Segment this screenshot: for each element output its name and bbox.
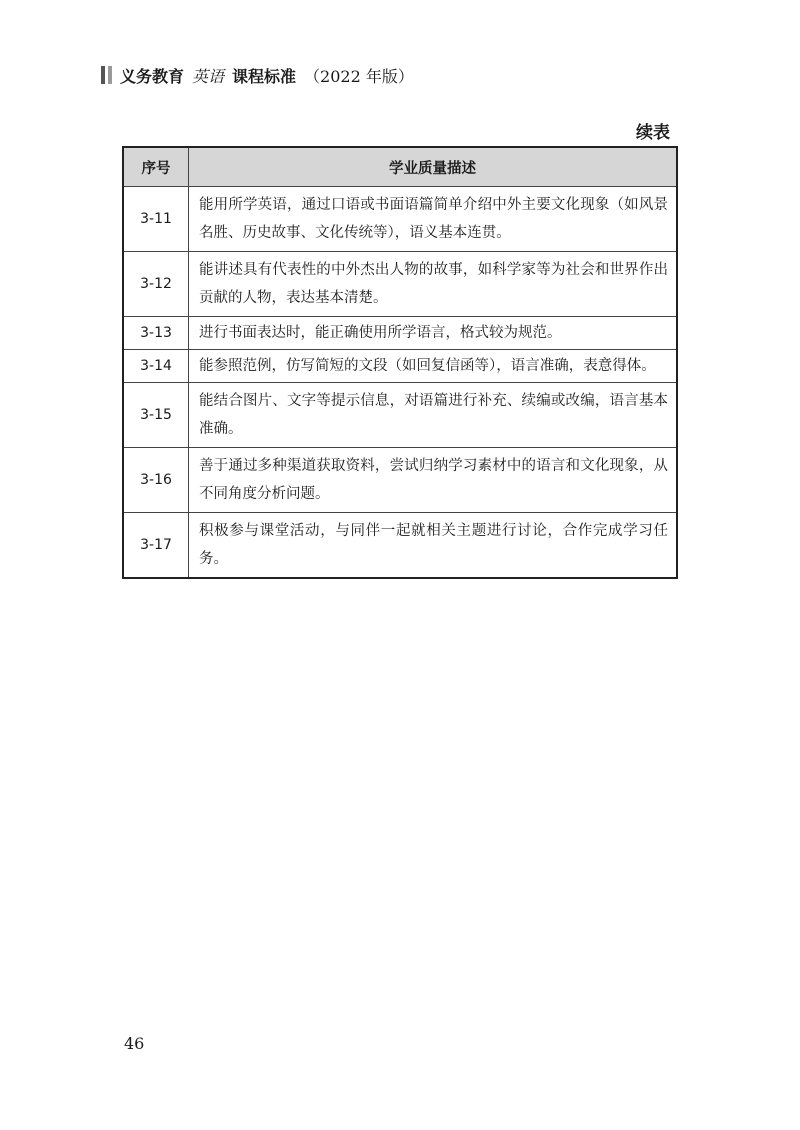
running-head-edition: （2022 年版） [304, 66, 414, 86]
row-description: 能讲述具有代表性的中外杰出人物的故事，如科学家等为社会和世界作出贡献的人物，表达基本清楚。 [189, 252, 678, 317]
page-number: 46 [124, 1034, 145, 1053]
table-row [123, 317, 677, 350]
header-number: 序号 [123, 147, 189, 187]
table-row [123, 383, 677, 448]
row-number: 3-15 [123, 383, 189, 448]
row-description: 积极参与课堂活动，与同伴一起就相关主题进行讨论，合作完成学习任务。 [189, 513, 678, 579]
continued-label: 续表 [636, 123, 670, 143]
header-description: 学业质量描述 [189, 147, 678, 187]
row-description: 能参照范例，仿写简短的文段（如回复信函等），语言准确，表意得体。 [189, 350, 678, 383]
row-number: 3-11 [123, 187, 189, 252]
row-description: 善于通过多种渠道获取资料，尝试归纳学习素材中的语言和文化现象，从不同角度分析问题。 [189, 448, 678, 513]
quality-table [122, 146, 678, 579]
row-number: 3-16 [123, 448, 189, 513]
row-number: 3-17 [123, 513, 189, 579]
table-row [123, 350, 677, 383]
header-marker-icon [101, 66, 112, 84]
row-description: 进行书面表达时，能正确使用所学语言，格式较为规范。 [189, 317, 678, 350]
row-description: 能用所学英语，通过口语或书面语篇简单介绍中外主要文化现象（如风景名胜、历史故事、文化传统等），语义基本连贯。 [189, 187, 678, 252]
running-head-subject: 英语 [192, 66, 225, 86]
running-head-standard: 课程标准 [232, 66, 297, 86]
row-description: 能结合图片、文字等提示信息，对语篇进行补充、续编或改编，语言基本准确。 [189, 383, 678, 448]
running-head-series: 义务教育 [120, 66, 185, 86]
row-number: 3-13 [123, 317, 189, 350]
table-row [123, 513, 677, 579]
row-number: 3-14 [123, 350, 189, 383]
row-number: 3-12 [123, 252, 189, 317]
table-header-row [123, 147, 677, 187]
table-row [123, 252, 677, 317]
running-head [101, 63, 414, 87]
table-row [123, 448, 677, 513]
table-row [123, 187, 677, 252]
